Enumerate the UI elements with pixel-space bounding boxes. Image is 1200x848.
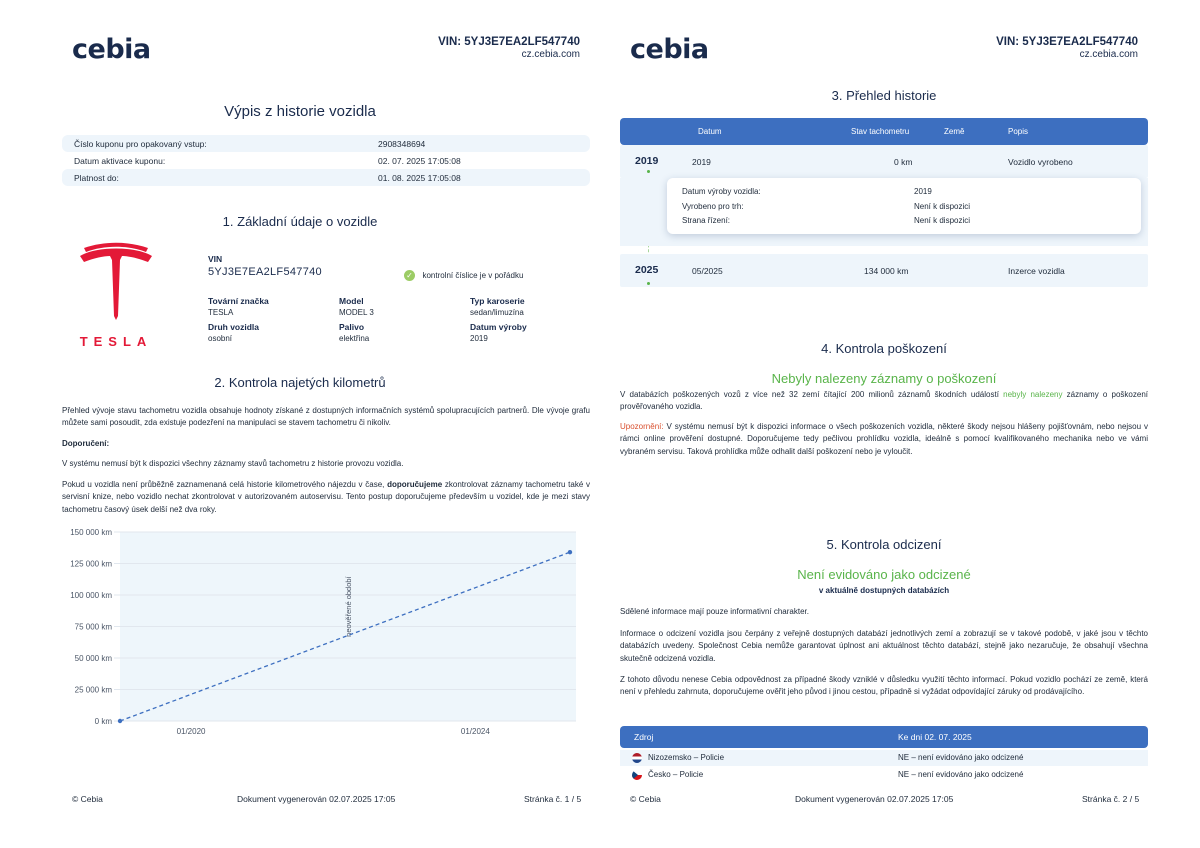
vin-header [438, 36, 580, 60]
y-tick-label: 150 000 km [70, 528, 112, 537]
warning-label: Upozornění: [620, 422, 664, 431]
field-value: elektřina [339, 334, 370, 343]
timeline-dot [647, 170, 650, 173]
y-tick-label: 50 000 km [74, 654, 112, 663]
vin-header-text: VIN: 5YJ3E7EA2LF547740 [996, 36, 1138, 48]
cebia-logo: cebia [630, 34, 709, 65]
coupon-label: Datum aktivace kuponu: [74, 156, 166, 166]
damage-status: Nebyly nalezeny záznamy o poškození [771, 371, 997, 386]
history-row [620, 145, 1148, 178]
y-tick-label: 25 000 km [74, 685, 112, 695]
footer-generated: Dokument vygenerován 02.07.2025 17:05 [237, 794, 396, 804]
coupon-row [62, 152, 590, 169]
theft-result: NE – není evidováno jako odcizené [898, 753, 1024, 762]
text-run: zkontrolovat záznamy tachometru také v servisní knize, nebo vozidlo nechat zkontrolovat v autorizovaném autoservisu. Tento postup doporučujeme především u vozidel, kde je mezi stavy tachometru časový úsek delší než dva roky. [62, 480, 590, 514]
paragraph: Z tohoto důvodu nenese Cebia odpovědnost za případné škody vzniklé v důsledku využití těchto informací. Pokud vozidlo pochází ze země, která není v přehledu zahrnuta, doporučujeme ověřit jeho původ i jinou cestou, případně si vyžádat odpovídající záruky od prodávajícího. [620, 675, 1148, 697]
field-label: Tovární značka [208, 296, 269, 306]
column-header: Země [944, 127, 965, 136]
coupon-value: 02. 07. 2025 17:05:08 [378, 156, 461, 166]
y-tick-label: 75 000 km [74, 622, 112, 632]
footer-page-number: Stránka č. 2 / 5 [1082, 794, 1140, 804]
field-label: Palivo [339, 322, 365, 332]
theft-table-header [620, 726, 1148, 748]
text-run-highlight: nebyly nalezeny [1003, 390, 1063, 399]
paragraph [620, 389, 1148, 414]
theft-status: Není evidováno jako odcizené [797, 567, 971, 582]
data-point [568, 550, 572, 554]
x-tick-label: 01/2024 [460, 727, 490, 736]
nl-flag-icon [632, 753, 642, 763]
field-value: TESLA [208, 308, 234, 317]
history-detail-card [667, 178, 1141, 234]
history-km: 134 000 km [864, 266, 909, 276]
check-badge [404, 267, 523, 285]
check-icon: ✓ [404, 270, 415, 281]
theft-table-row [620, 767, 1148, 783]
detail-value: 2019 [914, 187, 932, 196]
detail-label: Datum výroby vozidla: [682, 187, 761, 196]
column-header: Zdroj [634, 732, 654, 742]
report-page-2 [600, 0, 1200, 848]
tesla-t-icon [74, 242, 158, 326]
data-point [118, 719, 122, 723]
paragraph: Informace o odcizení vozidla jsou čerpány z veřejně dostupných databází jednotlivých zemí a zobrazují se v takové podobě, v jaké jsou v těchto databázích uvedeny. Společnost Cebia nemůže garantovat úplnost ani aktuálnost těchto databází, stejně jako nezaručuje, že obsahují všechna skutečně odcizená vozidla. [620, 629, 1148, 663]
field-label: Datum výroby [470, 322, 527, 332]
coupon-row [62, 135, 590, 152]
y-tick-label: 0 km [94, 717, 112, 726]
paragraph [620, 421, 1148, 458]
coupon-value: 01. 08. 2025 17:05:08 [378, 173, 461, 183]
theft-source: Česko – Policie [648, 770, 704, 779]
coupon-row [62, 169, 590, 186]
recommendation-label: Doporučení: [62, 439, 110, 448]
tesla-wordmark: TESLA [79, 334, 153, 349]
theft-table-row [620, 750, 1148, 766]
text-run: V systému nemusí být k dispozici informace o všech poškozeních vozidla, některé škody nejsou hlášeny pojišťovnám, nebo nejsou v rámci online prověření dostupné. Doporučujeme tedy pečlivou prohlídku vozidla, ideálně s pomocí kvalifikovaného mechanika nebo ve vámi vybraném servisu. Taková prohlídka může odhalit další poškození nebo je vyloučit. [620, 422, 1148, 456]
detail-label: Vyrobeno pro trh: [682, 202, 744, 211]
history-year: 2025 [635, 264, 659, 276]
vin-label: VIN [208, 254, 223, 264]
section-title: 3. Přehled historie [831, 88, 937, 103]
coupon-label: Číslo kuponu pro opakovaný vstup: [74, 139, 207, 149]
field-value: osobní [208, 334, 233, 343]
column-header: Datum [698, 127, 722, 136]
page-title: Výpis z historie vozidla [224, 103, 376, 120]
history-desc: Vozidlo vyrobeno [1008, 157, 1073, 167]
footer-copyright: © Cebia [72, 794, 103, 804]
field-label: Typ karoserie [470, 296, 525, 306]
history-date: 05/2025 [692, 266, 723, 276]
tesla-logo [74, 242, 158, 354]
history-km: 0 km [894, 157, 913, 167]
paragraph: Přehled vývoje stavu tachometru vozidla obsahuje hodnoty získané z dostupných informačních systémů spolupracujících partnerů. Dle vývoje grafu můžete sami posoudit, zda existuje podezření na manipulaci se stavem tachometru či nikoliv. [62, 406, 590, 428]
coupon-value: 2908348694 [378, 139, 426, 149]
vin-value: 5YJ3E7EA2LF547740 [208, 266, 322, 278]
y-tick-label: 100 000 km [70, 591, 112, 600]
footer-page-number: Stránka č. 1 / 5 [524, 794, 582, 804]
site-url: cz.cebia.com [1079, 49, 1138, 60]
section-title: 2. Kontrola najetých kilometrů [214, 375, 386, 390]
section-title: 1. Základní údaje o vozidle [222, 214, 378, 229]
detail-value: Není k dispozici [914, 202, 971, 211]
text-run: V databázích poškozených vozů z více než 32 zemí čítající 200 milionů záznamů škodních událostí [620, 390, 1004, 399]
history-year: 2019 [635, 155, 659, 167]
site-url: cz.cebia.com [521, 49, 580, 60]
y-tick-label: 125 000 km [70, 559, 112, 569]
vin-header [996, 36, 1138, 60]
timeline-dot [647, 282, 650, 285]
field-value: MODEL 3 [339, 308, 374, 317]
section-title: 5. Kontrola odcizení [826, 537, 942, 552]
footer-generated: Dokument vygenerován 02.07.2025 17:05 [795, 794, 954, 804]
check-text: kontrolní číslice je v pořádku [422, 270, 524, 280]
theft-source: Nizozemsko – Policie [648, 753, 725, 762]
history-date: 2019 [692, 157, 711, 167]
text-run: záznamy o poškození prověřovaného vozidla. [620, 390, 1149, 412]
paragraph: Sdělené informace mají pouze informativní charakter. [620, 607, 809, 616]
x-tick-label: 01/2020 [176, 727, 206, 736]
theft-subtitle: v aktuálně dostupných databázích [818, 586, 950, 595]
cz-flag-icon [632, 770, 642, 780]
footer-copyright: © Cebia [630, 794, 661, 804]
coupon-label: Platnost do: [74, 173, 119, 183]
column-header: Ke dni 02. 07. 2025 [898, 732, 972, 742]
theft-result: NE – není evidováno jako odcizené [898, 770, 1024, 779]
cebia-logo: cebia [72, 34, 151, 65]
section-title: 4. Kontrola poškození [821, 341, 947, 356]
mileage-chart [56, 524, 596, 744]
field-value: sedan/limuzína [470, 308, 524, 317]
text-run-bold: doporučujeme [387, 480, 443, 489]
detail-value: Není k dispozici [914, 216, 971, 225]
paragraph: V systému nemusí být k dispozici všechny záznamy stavů tachometru z historie provozu vozidla. [62, 459, 404, 468]
field-label: Model [339, 296, 364, 306]
column-header: Popis [1008, 127, 1029, 136]
paragraph [62, 479, 590, 516]
detail-label: Strana řízení: [682, 216, 731, 225]
history-row [620, 254, 1148, 287]
field-label: Druh vozidla [208, 322, 260, 332]
column-header: Stav tachometru [851, 127, 910, 136]
text-run: Pokud u vozidla není průběžně zaznamenaná celá historie kilometrového nájezdu v čase, [62, 480, 388, 489]
field-value: 2019 [470, 334, 488, 343]
history-desc: Inzerce vozidla [1008, 266, 1065, 276]
unverified-period-label: neověřené období [343, 576, 353, 637]
vin-header-text: VIN: 5YJ3E7EA2LF547740 [438, 36, 580, 48]
history-table-header [620, 118, 1148, 145]
